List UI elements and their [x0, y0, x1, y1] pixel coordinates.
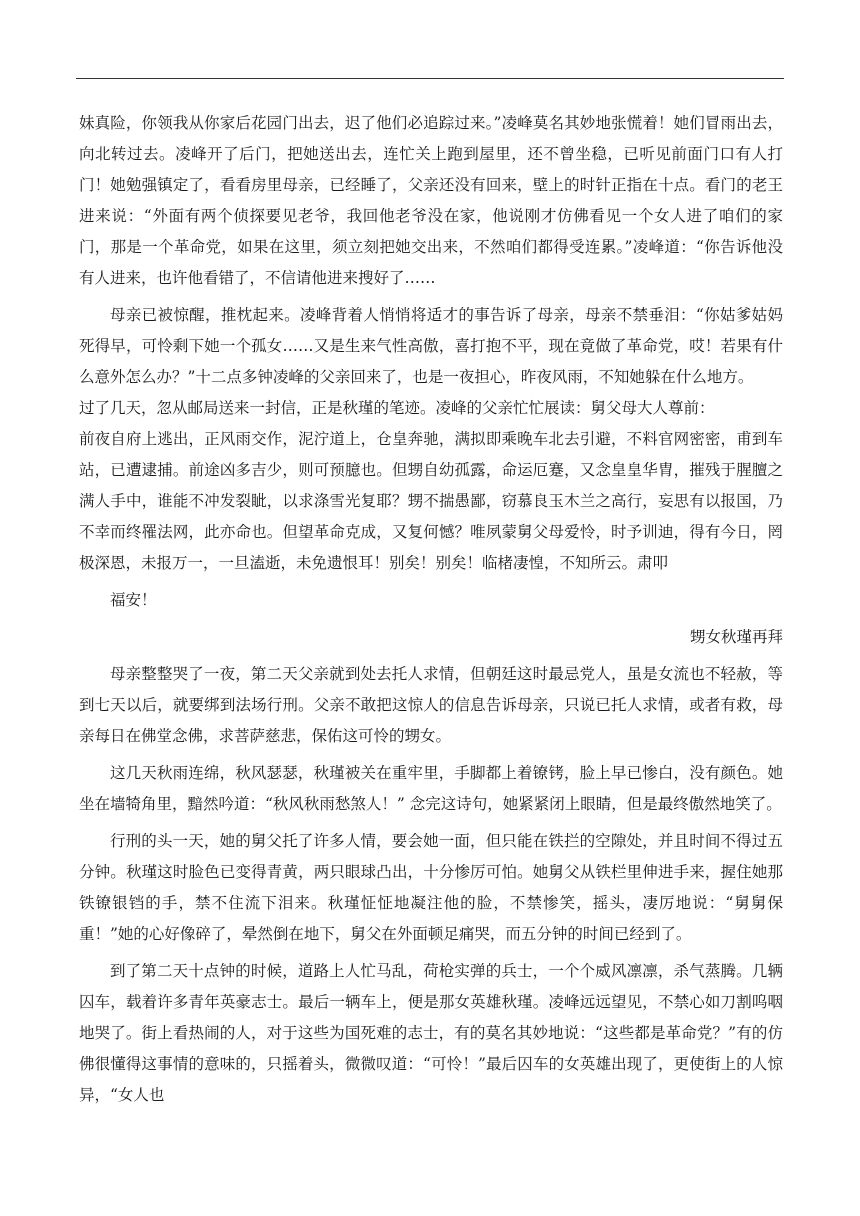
paragraph-2: 母亲已被惊醒，推枕起来。凌峰背着人悄悄将适才的事告诉了母亲，母亲不禁垂泪：“你姑爹姑妈死得早，可怜剩下她一个孤女……又是生来气性高傲，喜打抱不平，现在竟做了革命党，哎！若果有什么意外怎么办？”十二点多钟凌峰的父亲回来了，也是一夜担心，昨夜风雨，不知她躲在什么地方。 [79, 306, 783, 386]
letter-body: 前夜自府上逃出，正风雨交作，泥泞道上，仓皇奔驰，满拟即乘晚车北去引避，不料官网密密，甫到车站，已遭逮捕。前途凶多吉少，则可预臆也。但甥自幼孤露，命运厄蹇，又念皇皇华胄，摧残于腥膻之满人手中，谁能不冲发裂眦，以求涤雪光复耶？甥不揣愚鄙，窃慕良玉木兰之高行，妄思有以报国，乃不幸而终罹法网，此亦命也。但望革命克成，又复何憾？唯夙蒙舅父母爱怜，时予训迪，得有今日，罔极深恩，未报万一，一旦溘逝，未免遗恨耳！别矣！别矣！临楮凄惶，不知所云。肃叩 [79, 430, 783, 572]
paragraph-4: 母亲整整哭了一夜，第二天父亲就到处去托人求情，但朝廷这时最忌党人，虽是女流也不轻赦，等到七天以后，就要绑到法场行刑。父亲不敢把这惊人的信息告诉母亲，只说已托人求情，或者有救，母亲每日在佛堂念佛，求菩萨慈悲，保佑这可怜的甥女。 [79, 665, 783, 745]
paragraph-5: 这几天秋雨连绵，秋风瑟瑟，秋瑾被关在重牢里，手脚都上着镣铐，脸上早已惨白，没有颜色。她坐在墙犄角里，黯然吟道：“秋风秋雨愁煞人！” 念完这诗句，她紧紧闭上眼睛，但是最终傲然地笑了。 [79, 764, 783, 813]
letter-signature: 甥女秋瑾再拜 [689, 628, 783, 646]
paragraph-7: 到了第二天十点钟的时候，道路上人忙马乱，荷枪实弹的兵士，一个个威风凛凛，杀气蒸腾。几辆囚车，载着许多青年英豪志士。最后一辆车上，便是那女英雄秋瑾。凌峰远远望见，不禁心如刀割呜咽地哭了。街上看热闹的人，对于这些为国死难的志士，有的莫名其妙地说：“这些都是革命党？”有的仿佛很懂得这事情的意味的，只摇着头，微微叹道：“可怜！”最后囚车的女英雄出现了，更使街上的人惊异，“女人也 [79, 962, 783, 1104]
paragraph-6: 行刑的头一天，她的舅父托了许多人情，要会她一面，但只能在铁拦的空隙处，并且时间不得过五分钟。秋瑾这时脸色已变得青黄，两只眼球凸出，十分惨厉可怕。她舅父从铁栏里伸进手来，握住她那铁镣银铛的手，禁不住流下泪来。秋瑾怔怔地凝注他的脸，不禁惨笑，摇头，凄厉地说：“舅舅保重！”她的心好像碎了，晕然倒在地下，舅父在外面顿足痛哭，而五分钟的时间已经到了。 [79, 832, 783, 943]
paragraph-3: 过了几天，忽从邮局送来一封信，正是秋瑾的笔迹。凌峰的父亲忙忙展读：舅父母大人尊前： [79, 399, 715, 417]
header-rule [76, 78, 784, 79]
body-text [79, 108, 783, 1111]
paragraph-1: 妹真险，你领我从你家后花园门出去，迟了他们必追踪过来。”凌峰莫名其妙地张慌着！她们冒雨出去，向北转过去。凌峰开了后门，把她送出去，连忙关上跑到屋里，还不曾坐稳，已听见前面门口有人打门！她勉强镇定了，看看房里母亲，已经睡了，父亲还没有回来，壁上的时针正指在十点。看门的老王进来说：“外面有两个侦探要见老爷，我回他老爷没在家，他说刚才仿佛看见一个女人进了咱们的家门，那是一个革命党，如果在这里，须立刻把她交出来，不然咱们都得受连累。”凌峰道：“你告诉他没有人进来，也许他看错了，不信请他进来搜好了…… [79, 114, 783, 287]
letter-salutation: 福安！ [110, 591, 157, 609]
